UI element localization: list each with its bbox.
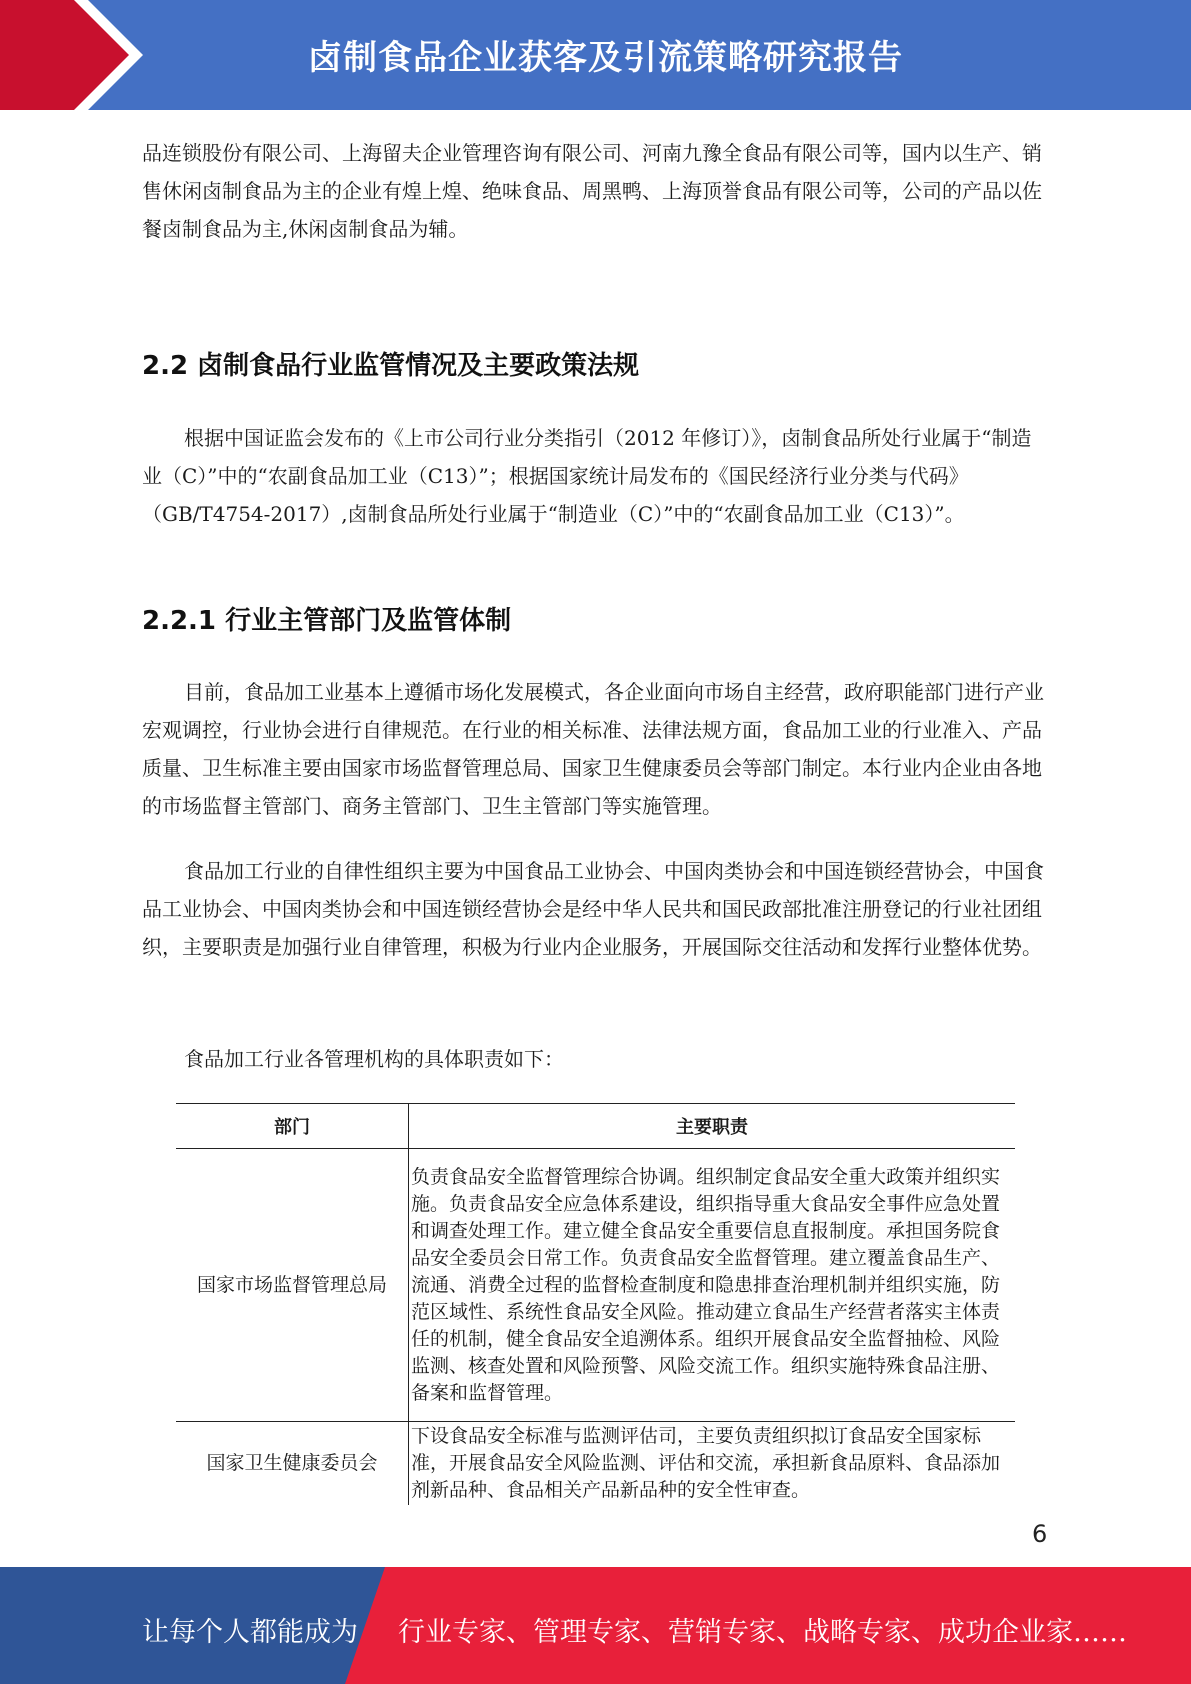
table-cell-dept: 国家市场监督管理总局 — [176, 1149, 409, 1422]
section-2-2-1-heading-wrap — [142, 600, 1047, 637]
subsection-paragraph-2-wrap — [142, 852, 1047, 966]
page-number: 6 — [1032, 1520, 1048, 1548]
section-paragraph: 根据中国证监会发布的《上市公司行业分类指引（2012 年修订）》，卤制食品所处行业属于“制造业（C）”中的“农副食品加工业（C13）”；根据国家统计局发布的《国民经济行业分类与代码》（GB/T4754-2017）,卤制食品所处行业属于“制造业（C）”中的“农副食品加工业（C13）”。 — [142, 426, 1032, 526]
table-header-row — [176, 1104, 1015, 1149]
section-heading: 2.2 卤制食品行业监管情况及主要政策法规 — [142, 351, 640, 381]
table-cell-dept: 国家卫生健康委员会 — [176, 1422, 409, 1506]
section-2-2-body — [142, 419, 1047, 533]
duties-table — [176, 1103, 1015, 1505]
table-intro-text: 食品加工行业各管理机构的具体职责如下： — [184, 1047, 564, 1071]
footer-slogan-left: 让每个人都能成为 — [142, 1617, 358, 1648]
table-row — [176, 1149, 1015, 1422]
footer-slogan-right: 行业专家、管理专家、营销专家、战略专家、成功企业家…… — [398, 1617, 1127, 1648]
subsection-paragraph: 食品加工行业的自律性组织主要为中国食品工业协会、中国肉类协会和中国连锁经营协会，中国食品工业协会、中国肉类协会和中国连锁经营协会是经中华人民共和国民政部批准注册登记的行业社团组织，主要职责是加强行业自律管理，积极为行业内企业服务，开展国际交往活动和发挥行业整体优势。 — [142, 859, 1044, 959]
table-header-cell: 部门 — [176, 1104, 409, 1149]
subsection-heading: 2.2.1 行业主管部门及监管体制 — [142, 606, 512, 636]
intro-section — [142, 134, 1047, 248]
subsection-paragraph-1-wrap — [142, 673, 1047, 825]
section-2-2-heading-wrap — [142, 345, 1047, 382]
subsection-paragraph: 目前，食品加工业基本上遵循市场化发展模式，各企业面向市场自主经营，政府职能部门进行产业宏观调控，行业协会进行自律规范。在行业的相关标准、法律法规方面，食品加工业的行业准入、产品质量、卫生标准主要由国家市场监督管理总局、国家卫生健康委员会等部门制定。本行业内企业由各地的市场监督主管部门、商务主管部门、卫生主管部门等实施管理。 — [142, 680, 1044, 818]
table-row — [176, 1422, 1015, 1506]
table-cell-duty: 下设食品安全标准与监测评估司，主要负责组织拟订食品安全国家标准，开展食品安全风险监测、评估和交流，承担新食品原料、食品添加剂新品种、食品相关产品新品种的安全性审查。 — [411, 1425, 1001, 1501]
table-cell-duty: 负责食品安全监督管理综合协调。组织制定食品安全重大政策并组织实施。负责食品安全应急体系建设，组织指导重大食品安全事件应急处置和调查处理工作。建立健全食品安全重要信息直报制度。承担国务院食品安全委员会日常工作。负责食品安全监督管理。建立覆盖食品生产、流通、消费全过程的监督检查制度和隐患排查治理机制并组织实施，防范区域性、系统性食品安全风险。推动建立食品生产经营者落实主体责任的机制，健全食品安全追溯体系。组织开展食品安全监督抽检、风险监测、核查处置和风险预警、风险交流工作。组织实施特殊食品注册、备案和监督管理。 — [409, 1149, 1016, 1422]
report-title: 卤制食品企业获客及引流策略研究报告 — [308, 38, 903, 78]
intro-paragraph: 品连锁股份有限公司、上海留夫企业管理咨询有限公司、河南九豫全食品有限公司等，国内以生产、销售休闲卤制食品为主的企业有煌上煌、绝味食品、周黑鸭、上海顶誉食品有限公司等，公司的产品以佐餐卤制食品为主,休闲卤制食品为辅。 — [142, 141, 1042, 241]
header-banner — [0, 0, 1191, 110]
table-intro-wrap — [142, 1040, 1047, 1078]
table-header-cell: 主要职责 — [409, 1104, 1016, 1149]
footer-banner — [0, 1567, 1191, 1684]
